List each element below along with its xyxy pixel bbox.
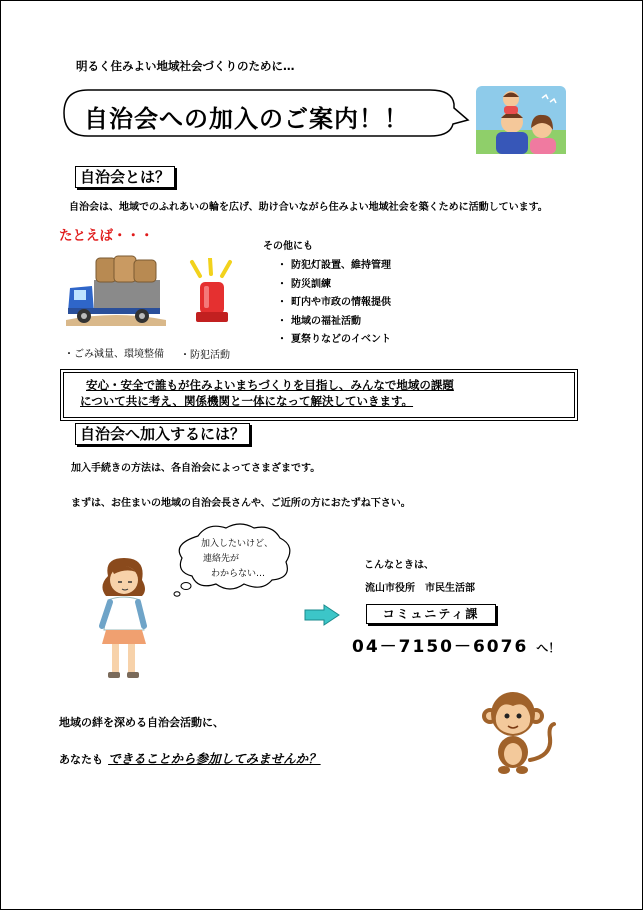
section2-heading: 自治会へ加入するには？ — [75, 423, 250, 445]
list-item: ・ 防災訓練 — [277, 278, 331, 290]
contact-office: 流山市役所 市民生活部 — [365, 583, 475, 594]
others-list — [277, 256, 391, 349]
arrow-right-icon — [304, 604, 340, 626]
monkey-illustration — [480, 690, 558, 780]
closing-line1: 地域の絆を深める自治会活動に、 — [59, 716, 224, 729]
contact-intro: こんなときは、 — [364, 560, 434, 571]
list-item: ・ 地域の福祉活動 — [277, 315, 361, 327]
tagline: 明るく住みよい地域社会づくりのために… — [76, 59, 295, 73]
alarm-caption: ・防犯活動 — [180, 350, 230, 361]
section1-description: 自治会は、地域でのふれあいの輪を広げ、助け合いながら住みよい地域社会を築くために活動しています。 — [69, 202, 548, 213]
family-illustration — [476, 86, 566, 154]
list-item: ・ 防犯灯設置、維持管理 — [277, 260, 391, 271]
truck-caption: ・ごみ減量、環境整備 — [64, 349, 164, 360]
notice-text: 安心・安全で誰もが住みよいまちづくりを目指し、みんなで地域の課題 について共に考え、関係機関と一体になって解決していきます。 — [80, 378, 454, 408]
section2-line2: まずは、お住まいの地域の自治会長さんや、ご近所の方におたずね下さい。 — [71, 498, 411, 509]
section2-line1: 加入手続きの方法は、各自治会によってさまざまです。 — [71, 463, 321, 474]
alarm-siren-illustration — [186, 258, 236, 328]
list-item: ・ 町内や市政の情報提供 — [277, 297, 391, 308]
closing-line2: あなたも できることから参加してみませんか？ — [59, 751, 321, 766]
others-label: その他にも — [263, 241, 313, 252]
section1-heading: 自治会とは？ — [75, 166, 175, 188]
woman-illustration — [88, 556, 158, 686]
garbage-truck-illustration — [62, 250, 170, 328]
example-label: たとえば・・・ — [59, 228, 154, 244]
page-title: 自治会への加入のご案内！！ — [84, 105, 409, 133]
thought-text: 加入したいけど、 連絡先が わからない… — [201, 539, 274, 579]
contact-phone: 04－7150－6076 へ！ — [352, 637, 561, 657]
contact-division: コミュニティ課 — [366, 604, 496, 624]
list-item: ・ 夏祭りなどのイベント — [277, 334, 391, 345]
